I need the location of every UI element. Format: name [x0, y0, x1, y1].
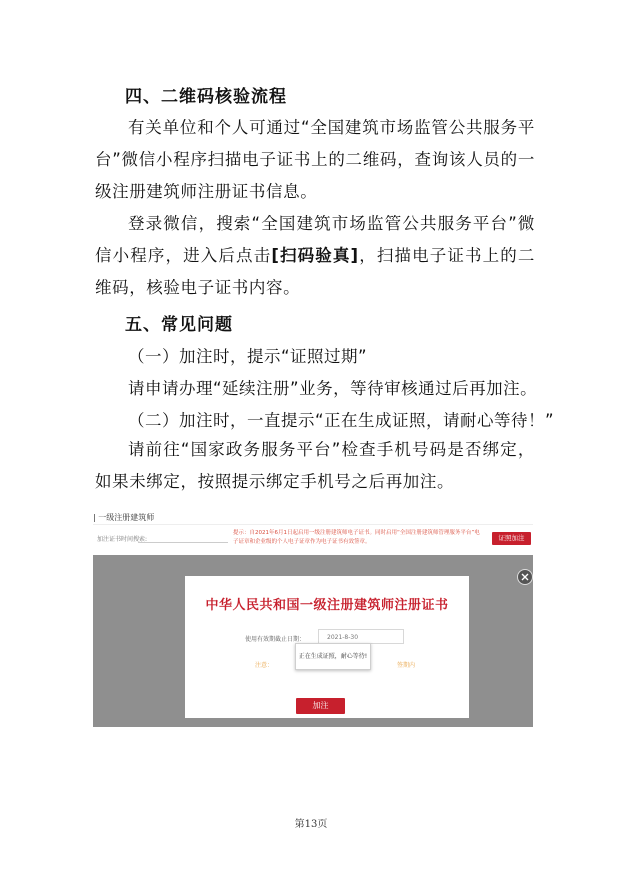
- expiry-date-label: 使用有效期截止日期：: [245, 636, 306, 643]
- modal-overlay: [93, 555, 533, 727]
- expiry-date-field[interactable]: 2021-8-30: [318, 629, 404, 644]
- screenshot-toolbar: [93, 524, 533, 555]
- annotate-submit-button[interactable]: 加注: [296, 698, 345, 714]
- note-label: 注意：: [255, 662, 274, 669]
- section-heading-qr-verification: 四、二维码核验流程: [125, 87, 287, 107]
- faq-answer-2: 请前往“国家政务服务平台”检查手机号码是否绑定，如果未绑定，按照提示绑定手机号之后再加注。: [95, 440, 535, 491]
- certificate-modal: [185, 576, 469, 718]
- embedded-screenshot: [93, 512, 533, 727]
- paragraph-qr-verification-steps: [95, 208, 535, 304]
- close-icon[interactable]: [517, 569, 533, 585]
- paragraph-text-before: 登录微信，搜索“全国建筑市场监管公共服务平台”微信小程序，进入后点击: [95, 214, 535, 265]
- search-label: 加注证书时间搜索:: [97, 536, 148, 543]
- certificate-annotate-button[interactable]: 证照加注: [492, 532, 531, 545]
- modal-title: 中华人民共和国一级注册建筑师注册证书: [205, 598, 449, 613]
- scan-verify-label: [扫码验真]: [271, 246, 359, 265]
- faq-question-2: （二）加注时，一直提示“正在生成证照，请耐心等待！”: [128, 411, 555, 430]
- faq-answer-1: 请申请办理“延续注册”业务，等待审核通过后再加注。: [128, 379, 538, 398]
- note-suffix: 签期内: [397, 662, 416, 669]
- screenshot-page-title: | 一级注册建筑师: [93, 513, 155, 522]
- faq-question-1: （一）加注时，提示“证照过期”: [128, 347, 368, 366]
- search-input[interactable]: [138, 542, 228, 543]
- paragraph-qr-verification-intro: 有关单位和个人可通过“全国建筑市场监管公共服务平台”微信小程序扫描电子证书上的二维码，查询该人员的一级注册建筑师注册证书信息。: [95, 118, 535, 201]
- generating-toast: 正在生成证照，耐心等待!: [295, 643, 371, 670]
- section-heading-faq: 五、常见问题: [125, 315, 233, 335]
- page-number: 第13页: [294, 819, 328, 830]
- hint-text: 提示：自2021年6月1日起启用一级注册建筑师电子证书。同时启用“全国注册建筑师管理服务平台”电子证章和企业级的个人电子证章作为电子证书有效签章。: [233, 530, 480, 545]
- paragraph-text-after: ，扫描电子证书上的二维码，核验电子证书内容。: [95, 246, 536, 297]
